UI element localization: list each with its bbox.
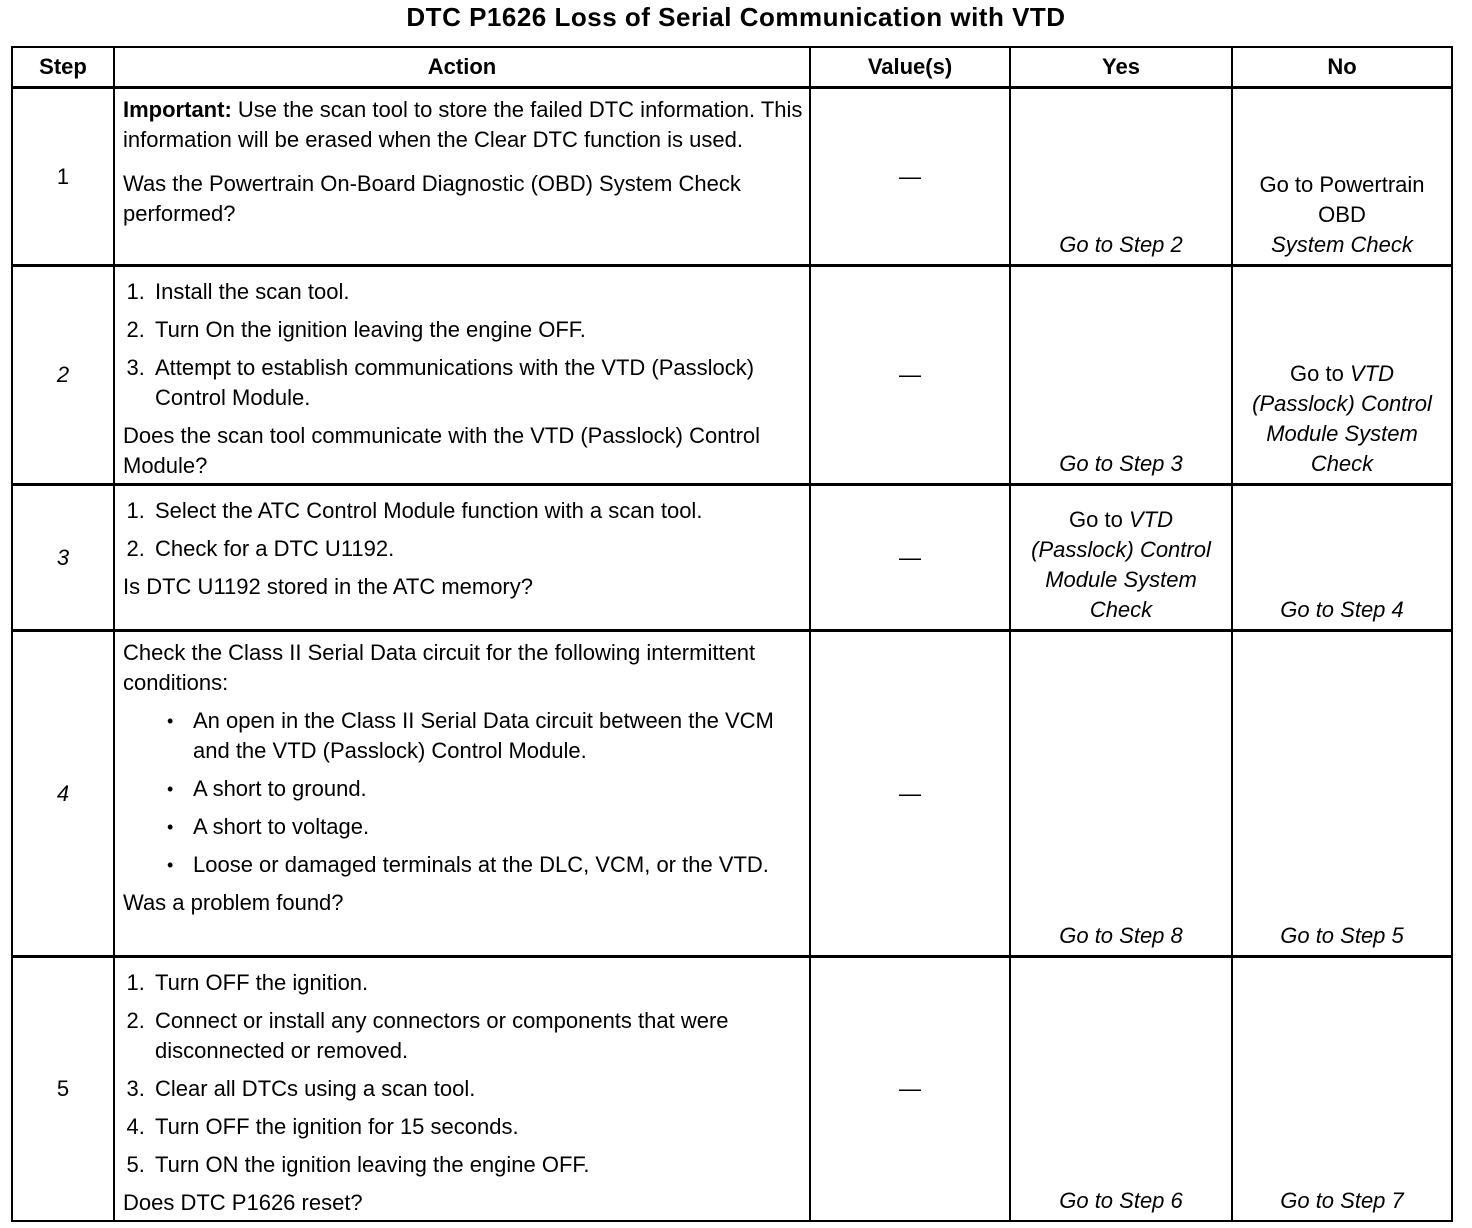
yes-goto-text: Go to <box>1069 507 1123 532</box>
action-cell <box>114 631 810 957</box>
yes-goto-link[interactable]: VTD (Passlock) Control Module System Check <box>1031 507 1211 622</box>
step-number: 5 <box>12 957 114 1222</box>
action-step-item: 3. Clear all DTCs using a scan tool. <box>151 1074 803 1104</box>
condition-item: • A short to voltage. <box>167 812 803 842</box>
action-step-item: 2. Check for a DTC U1192. <box>151 534 803 564</box>
action-cell <box>114 88 810 266</box>
no-goto-text: Go to <box>1290 361 1344 386</box>
step-number: 4 <box>12 631 114 957</box>
yes-cell <box>1010 957 1232 1222</box>
condition-item: • An open in the Class II Serial Data circuit between the VCM and the VTD (Passlock) Control Module. <box>167 706 803 766</box>
no-cell <box>1232 266 1452 485</box>
header-yes: Yes <box>1010 47 1232 88</box>
condition-list <box>123 706 803 880</box>
action-steps <box>123 496 803 564</box>
yes-cell <box>1010 266 1232 485</box>
value-cell: — <box>810 88 1010 266</box>
action-steps <box>123 277 803 413</box>
action-question: Was the Powertrain On-Board Diagnostic (OBD) System Check performed? <box>123 171 741 226</box>
no-goto-link[interactable]: System Check <box>1271 232 1413 257</box>
action-step-item: 5. Turn ON the ignition leaving the engine OFF. <box>151 1150 803 1180</box>
yes-goto-link[interactable]: Go to Step 3 <box>1059 451 1183 476</box>
table-row <box>12 266 1452 485</box>
no-cell <box>1232 88 1452 266</box>
action-question: Does the scan tool communicate with the VTD (Passlock) Control Module? <box>123 423 761 478</box>
no-goto-link[interactable]: Go to Step 7 <box>1280 1188 1404 1213</box>
header-no: No <box>1232 47 1452 88</box>
action-cell <box>114 266 810 485</box>
important-note <box>123 95 803 155</box>
value-cell: — <box>810 266 1010 485</box>
step-number: 3 <box>12 485 114 631</box>
page-title: DTC P1626 Loss of Serial Communication with VTD <box>406 2 1066 32</box>
table-row <box>12 957 1452 1222</box>
no-cell <box>1232 631 1452 957</box>
table-row <box>12 485 1452 631</box>
yes-cell <box>1010 88 1232 266</box>
no-goto-link[interactable]: Go to Step 5 <box>1280 923 1404 948</box>
value-cell: — <box>810 631 1010 957</box>
no-cell <box>1232 485 1452 631</box>
action-step-item: 2. Turn On the ignition leaving the engine OFF. <box>151 315 803 345</box>
yes-cell <box>1010 631 1232 957</box>
no-goto-text: Go to Powertrain OBD <box>1259 172 1425 227</box>
action-question: Does DTC P1626 reset? <box>123 1190 363 1215</box>
yes-goto-link[interactable]: Go to Step 2 <box>1059 232 1183 257</box>
no-cell <box>1232 957 1452 1222</box>
action-cell <box>114 957 810 1222</box>
no-goto-link[interactable]: Go to Step 4 <box>1280 597 1404 622</box>
header-step: Step <box>12 47 114 88</box>
action-step-item: 4. Turn OFF the ignition for 15 seconds. <box>151 1112 803 1142</box>
header-values: Value(s) <box>810 47 1010 88</box>
value-cell: — <box>810 485 1010 631</box>
step-number: 2 <box>12 266 114 485</box>
condition-item: • Loose or damaged terminals at the DLC, VCM, or the VTD. <box>167 850 803 880</box>
table-row <box>12 88 1452 266</box>
action-step-item: 1. Select the ATC Control Module function with a scan tool. <box>151 496 803 526</box>
condition-item: • A short to ground. <box>167 774 803 804</box>
yes-goto-link[interactable]: Go to Step 6 <box>1059 1188 1183 1213</box>
important-label: Important: <box>123 97 232 122</box>
action-cell <box>114 485 810 631</box>
value-cell: — <box>810 957 1010 1222</box>
action-question: Is DTC U1192 stored in the ATC memory? <box>123 574 533 599</box>
important-text: Use the scan tool to store the failed DTC information. This information will be erased when the Clear DTC function is used. <box>123 97 803 152</box>
action-step-item: 1. Install the scan tool. <box>151 277 803 307</box>
no-goto-link[interactable]: VTD (Passlock) Control Module System Check <box>1252 361 1432 476</box>
action-lead-text: Check the Class II Serial Data circuit for the following intermittent conditions: <box>123 640 756 695</box>
action-step-item: 3. Attempt to establish communications with the VTD (Passlock) Control Module. <box>151 353 803 413</box>
yes-goto-link[interactable]: Go to Step 8 <box>1059 923 1183 948</box>
yes-cell <box>1010 485 1232 631</box>
header-action: Action <box>114 47 810 88</box>
diagnostic-table <box>11 46 1453 1222</box>
action-question: Was a problem found? <box>123 890 344 915</box>
table-row <box>12 631 1452 957</box>
action-step-item: 2. Connect or install any connectors or components that were disconnected or removed. <box>151 1006 803 1066</box>
action-step-item: 1. Turn OFF the ignition. <box>151 968 803 998</box>
action-steps <box>123 968 803 1180</box>
step-number: 1 <box>12 88 114 266</box>
header-row <box>12 47 1452 88</box>
